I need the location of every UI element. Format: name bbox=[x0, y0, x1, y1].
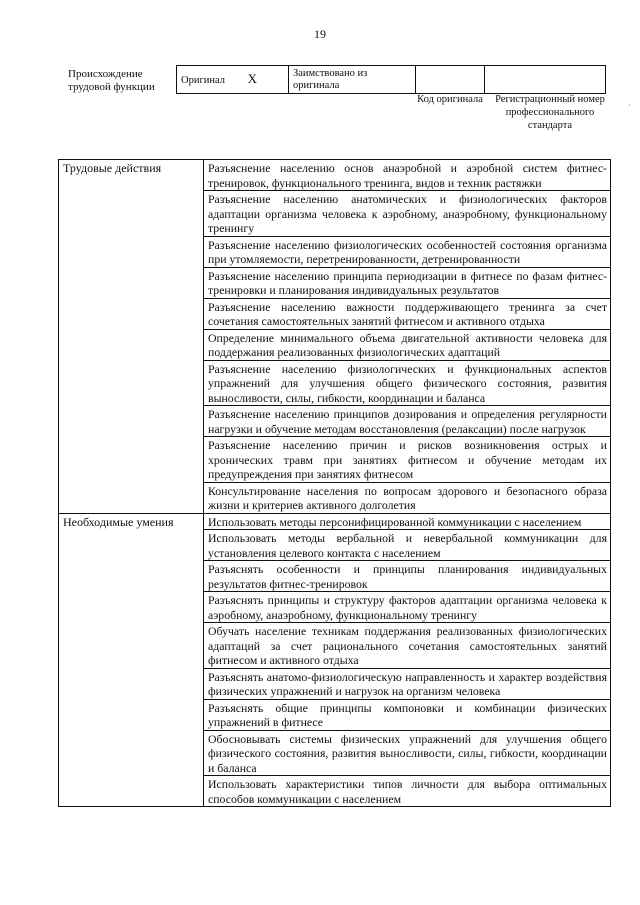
list-item: Разъяснение населению физиологических и функциональных аспектов упражнений для улучшения общего физического состояния, развития выносливости, силы, гибкости, координации и баланса bbox=[204, 360, 611, 406]
list-item: Использовать характеристики типов личности для выбора оптимальных способов коммуникации с населением bbox=[204, 776, 611, 807]
table-row bbox=[59, 160, 611, 191]
edge-mark: · bbox=[628, 101, 631, 110]
list-item: Разъяснение населению анатомических и физиологических факторов адаптации организма человека к аэробному, анаэробному, функциональному тренингу bbox=[204, 191, 611, 237]
list-item: Разъяснение населению принципа периодизации в фитнесе по фазам фитнес-тренировки и планирования индивидуальных результатов bbox=[204, 267, 611, 298]
code-original-caption: Код оригинала bbox=[417, 94, 483, 105]
list-item: Обосновывать системы физических упражнений для улучшения общего физического состояния, развития выносливости, силы, гибкости, координации и баланса bbox=[204, 730, 611, 776]
list-item: Разъяснять особенности и принципы планирования индивидуальных результатов фитнес-тренировок bbox=[204, 561, 611, 592]
list-item: Разъяснять принципы и структуру факторов адаптации организма человека к аэробному, анаэробному, функциональному тренингу bbox=[204, 592, 611, 623]
original-label: Оригинал bbox=[181, 74, 225, 86]
list-item: Разъяснение населению физиологических особенностей состояния организма при утомляемости, перетренированности, детренированности bbox=[204, 236, 611, 267]
list-item: Обучать население техникам поддержания реализованных физиологических адаптаций за счет рационального сочетания самостоятельных занятий фитнесом и активного отдыха bbox=[204, 623, 611, 669]
list-item: Разъяснение населению основ анаэробной и аэробной систем фитнес-тренировок, функционального тренинга, видов и техник растяжки bbox=[204, 160, 611, 191]
list-item: Разъяснение населению причин и рисков возникновения острых и хронических травм при занятиях фитнесом и обучение методам их предупреждения при занятиях фитнесом bbox=[204, 437, 611, 483]
list-item: Разъяснение населению важности поддерживающего тренинга за счет сочетания самостоятельных занятий фитнесом и активного отдыха bbox=[204, 298, 611, 329]
table-row bbox=[59, 513, 611, 530]
list-item: Разъяснять анатомо-физиологическую направленность и характер воздействия физических упражнений и нагрузок на организм человека bbox=[204, 668, 611, 699]
list-item: Использовать методы вербальной и невербальной коммуникации для установления целевого контакта с населением bbox=[204, 530, 611, 561]
page-number: 19 bbox=[314, 27, 326, 41]
reg-number-caption: Регистрационный номер профессионального стандарта bbox=[495, 94, 605, 131]
borrowed-label: Заимствовано из оригинала bbox=[289, 66, 416, 94]
list-item: Определение минимального объема двигательной активности человека для поддержания реализованных физиологических адаптаций bbox=[204, 329, 611, 360]
code-original-cell bbox=[416, 66, 485, 94]
origin-table bbox=[176, 65, 606, 94]
list-item: Использовать методы персонифицированной коммуникации с населением bbox=[204, 513, 611, 530]
section-title: Необходимые умения bbox=[59, 513, 204, 807]
reg-number-cell bbox=[485, 66, 606, 94]
original-cell bbox=[177, 66, 289, 94]
list-item: Консультирование населения по вопросам здорового и безопасного образа жизни и критериев активного долголетия bbox=[204, 482, 611, 513]
list-item: Разъяснять общие принципы компоновки и комбинации физических упражнений в фитнесе bbox=[204, 699, 611, 730]
list-item: Разъяснение населению принципов дозирования и определения регулярности нагрузки и обучение методам восстановления (релаксации) после нагрузок bbox=[204, 406, 611, 437]
original-mark: X bbox=[247, 70, 258, 86]
origin-label: Происхождение трудовой функции bbox=[68, 68, 155, 93]
section-title: Трудовые действия bbox=[59, 160, 204, 514]
function-table bbox=[58, 159, 611, 807]
